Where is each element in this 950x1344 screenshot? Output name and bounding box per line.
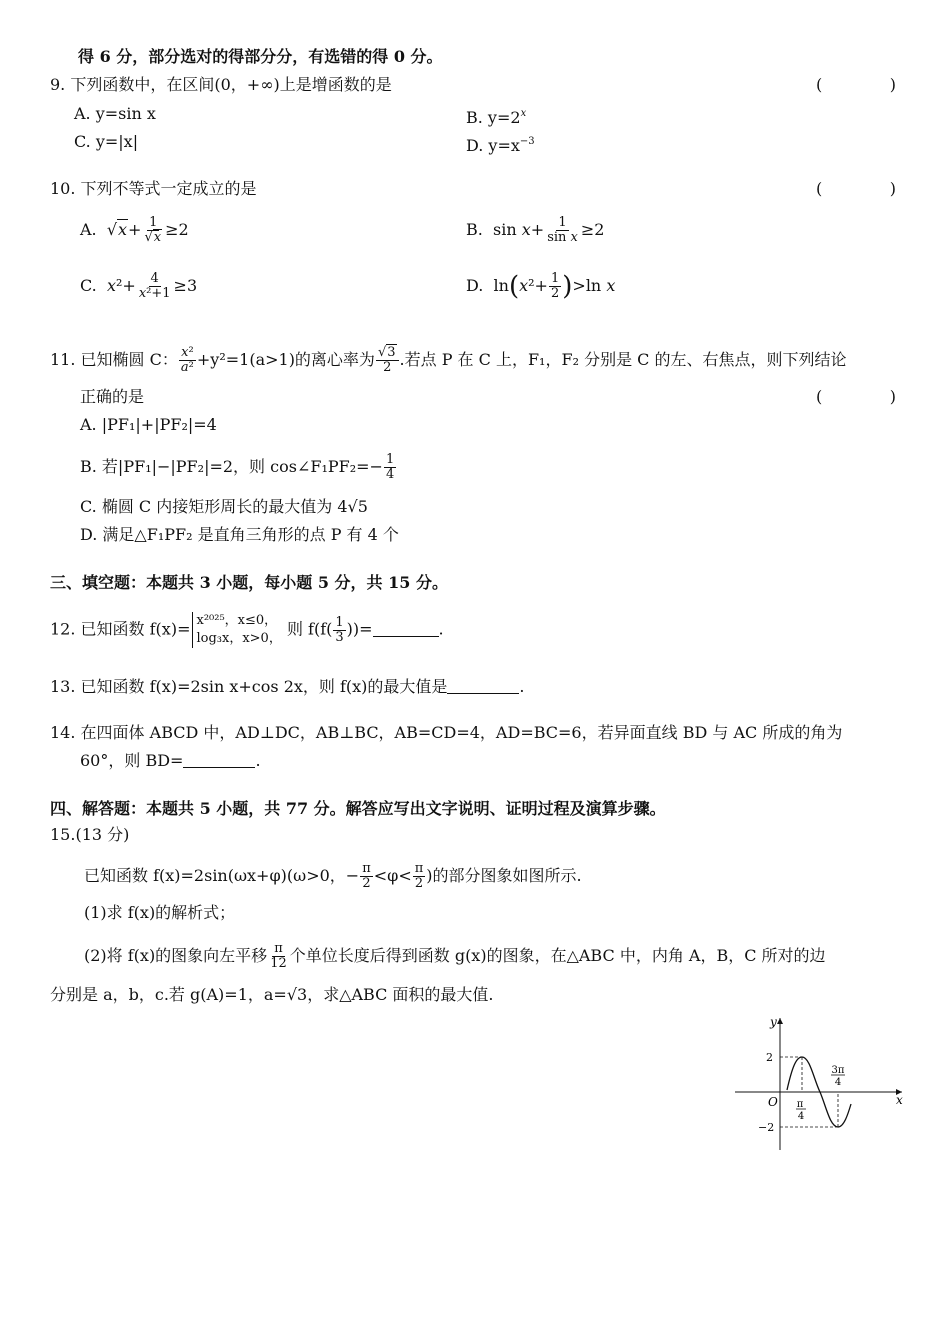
q11-option-d: D. 满足△F₁PF₂ 是直角三角形的点 P 有 4 个 [80,525,399,544]
q15-part1: (1)求 f(x)的解析式； [84,903,236,922]
q11-option-c: C. 椭圆 C 内接矩形周长的最大值为 4√5 [80,497,368,516]
q10-option-a: A. √x+ $\frac{1}{√x}$ ≥2 [80,215,189,245]
q12-line: 12. 已知函数 f(x)= x²⁰²⁵，x≤0， log₃x，x>0， 则 f(f( $\frac{1}{3}$ ))= . [50,613,444,646]
x-axis-label: x [896,1093,903,1107]
q11-option-b: B. 若|PF₁|−|PF₂|=2，则 cos∠F₁PF₂=− $\frac{1}{4}$ [80,452,395,482]
y-min-label: −2 [758,1121,775,1134]
q14-line2: 60°，则 BD= . [80,751,261,770]
origin-label: O [768,1095,778,1109]
q11-stem-line2: 正确的是 [80,387,145,406]
q11-option-a: A. |PF₁|+|PF₂|=4 [80,415,217,434]
q15-part2-line1: (2)将 f(x)的图象向左平移 $\frac{\pi}{12}$ 个单位长度后得到函数 g(x)的图象，在△ABC 中，内角 A，B，C 所对的边 [84,941,826,971]
q14-line1: 14. 在四面体 ABCD 中，AD⊥DC，AB⊥BC，AB=CD=4，AD=BC=6，若异面直线 BD 与 AC 所成的角为 [50,723,843,742]
y-max-label: 2 [766,1051,773,1064]
q10-stem-text: 下列不等式一定成立的是 [80,179,257,198]
q9-option-b: B. $y=2^x$ [466,108,527,127]
q9-option-d: D. $y=x^{-3}$ [466,136,535,155]
q15-stem: 已知函数 f(x)=2sin(ωx+φ)(ω>0，− $\frac{\pi}{2}$ <φ< $\frac{\pi}{2}$ )的部分图象如图所示. [84,861,582,891]
q11-stem-line1: 11. 已知椭圆 C： $\frac{\text{x²}}{\text{a²}}$ +y²=1(a>1)的离心率为 $\frac{√3}{2}$ .若点 P 在 C 上，F₁，F₂ 分别是 C 的左、右焦点，则下列结论 [50,345,847,375]
q10-number: 10. [50,179,76,198]
section4-heading: 四、解答题：本题共 5 小题，共 77 分。解答应写出文字说明、证明过程及演算步骤。 [50,799,666,818]
x-tick1-num: π [796,1099,804,1110]
q9-answer-paren: ( ) [816,75,896,94]
q9-option-a: A. y=sin x [74,104,156,123]
q12-answer-blank[interactable] [373,620,439,637]
q15-part2-line2: 分别是 a，b，c.若 g(A)=1，a=√3，求△ABC 面积的最大值. [50,985,494,1004]
q10-option-b: B. sin x+ $\frac{1}{\text{sin x}}$ ≥2 [466,215,605,245]
q9-number: 9. [50,75,66,94]
x-tick2-num: 3π [831,1065,845,1076]
q10-option-c: C. x²+ $\frac{4}{\text{x²+1}}$ ≥3 [80,271,198,301]
y-axis-label: y [770,1015,777,1029]
q9-option-c: C. y=|x| [74,132,139,151]
x-tick2-den: 4 [834,1077,842,1088]
q10-stem [50,178,257,200]
q14-answer-blank[interactable] [183,751,255,768]
intro-line: 得 6 分，部分选对的得部分分，有选错的得 0 分。 [78,47,443,66]
section3-heading: 三、填空题：本题共 3 小题，每小题 5 分，共 15 分。 [50,573,448,592]
q13-line: 13. 已知函数 f(x)=2sin x+cos 2x，则 f(x)的最大值是 . [50,677,525,696]
x-tick1-den: 4 [797,1111,805,1122]
q10-option-d: D. ln(x²+ $\frac{1}{2}$ )>ln x [466,271,616,302]
q15-graph-figure [730,1010,910,1155]
q9-stem [50,74,392,96]
q11-answer-paren: ( ) [816,387,896,406]
q15-header: 15.(13 分) [50,825,130,844]
q9-stem-text: 下列函数中，在区间(0，+∞)上是增函数的是 [70,75,392,94]
q10-answer-paren: ( ) [816,179,896,198]
q13-answer-blank[interactable] [447,677,519,694]
